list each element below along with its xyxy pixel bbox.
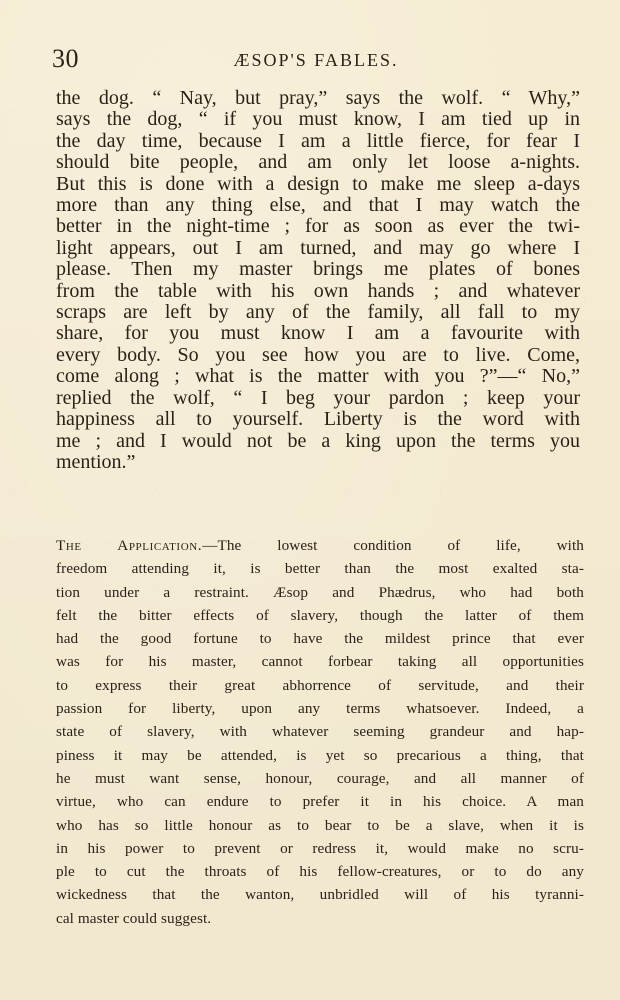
running-head: ÆSOP'S FABLES.: [233, 50, 399, 70]
fable-line: scraps are left by any of the family, all fall to my: [56, 301, 580, 324]
application-line: freedom attending it, is better than the most exalted sta-: [56, 560, 584, 578]
fable-line: every body. So you see how you are to live. Come,: [56, 343, 580, 366]
application-line: piness it may be attended, is yet so precarious a thing, that: [56, 746, 584, 764]
application-first-line: [56, 534, 584, 557]
fable-line: me ; and I would not be a king upon the terms you: [56, 429, 580, 452]
fable-line: happiness all to yourself. Liberty is the word with: [56, 408, 580, 431]
application-label: The Application.: [56, 537, 203, 554]
fable-line: share, for you must know I am a favourite with: [56, 322, 580, 345]
fable-text: [56, 88, 580, 473]
application-section: [56, 534, 584, 930]
fable-line: should bite people, and am only let loose a-nights.: [56, 151, 580, 174]
fable-line: the day time, because I am a little fierce, for fear I: [56, 129, 580, 152]
fable-line: from the table with his own hands ; and whatever: [56, 279, 580, 302]
application-line: to express their great abhorrence of servitude, and their: [56, 676, 584, 694]
fable-line: come along ; what is the matter with you ?”—“ No,”: [56, 365, 580, 388]
application-line: had the good fortune to have the mildest prince that ever: [56, 630, 584, 648]
fable-line: light appears, out I am turned, and may go where I: [56, 236, 580, 259]
application-line: he must want sense, honour, courage, and all manner of: [56, 769, 584, 787]
application-line: ple to cut the throats of his fellow-creatures, or to do any: [56, 863, 584, 881]
fable-line: more than any thing else, and that I may watch the: [56, 194, 580, 217]
fable-line: mention.”: [56, 450, 136, 473]
application-line: was for his master, cannot forbear taking all opportunities: [56, 653, 584, 671]
application-line: tion under a restraint. Æsop and Phædrus, who had both: [56, 583, 584, 601]
application-line: state of slavery, with whatever seeming grandeur and hap-: [56, 723, 584, 741]
application-line: who has so little honour as to bear to be a slave, when it is: [56, 816, 584, 834]
application-line: wickedness that the wanton, unbridled will of his tyranni-: [56, 886, 584, 904]
application-line: virtue, who can endure to prefer it in his choice. A man: [56, 793, 584, 811]
fable-line: But this is done with a design to make me sleep a-days: [56, 172, 580, 195]
fable-line: please. Then my master brings me plates of bones: [56, 258, 580, 281]
fable-line: replied the wolf, “ I beg your pardon ; keep your: [56, 386, 580, 409]
application-line: passion for liberty, upon any terms whatsoever. Indeed, a: [56, 700, 584, 718]
fable-line: better in the night-time ; for as soon as ever the twi-: [56, 215, 580, 238]
application-first-line-rest: —The lowest condition of life, with: [202, 537, 584, 554]
application-line: in his power to prevent or redress it, would make no scru-: [56, 839, 584, 857]
page-number: 30: [52, 44, 79, 73]
page-header: [52, 44, 580, 78]
fable-line: says the dog, “ if you must know, I am tied up in: [56, 108, 580, 131]
application-line: felt the bitter effects of slavery, though the latter of them: [56, 606, 584, 624]
fable-line: the dog. “ Nay, but pray,” says the wolf. “ Why,”: [56, 87, 580, 109]
application-line: cal master could suggest.: [56, 909, 212, 927]
